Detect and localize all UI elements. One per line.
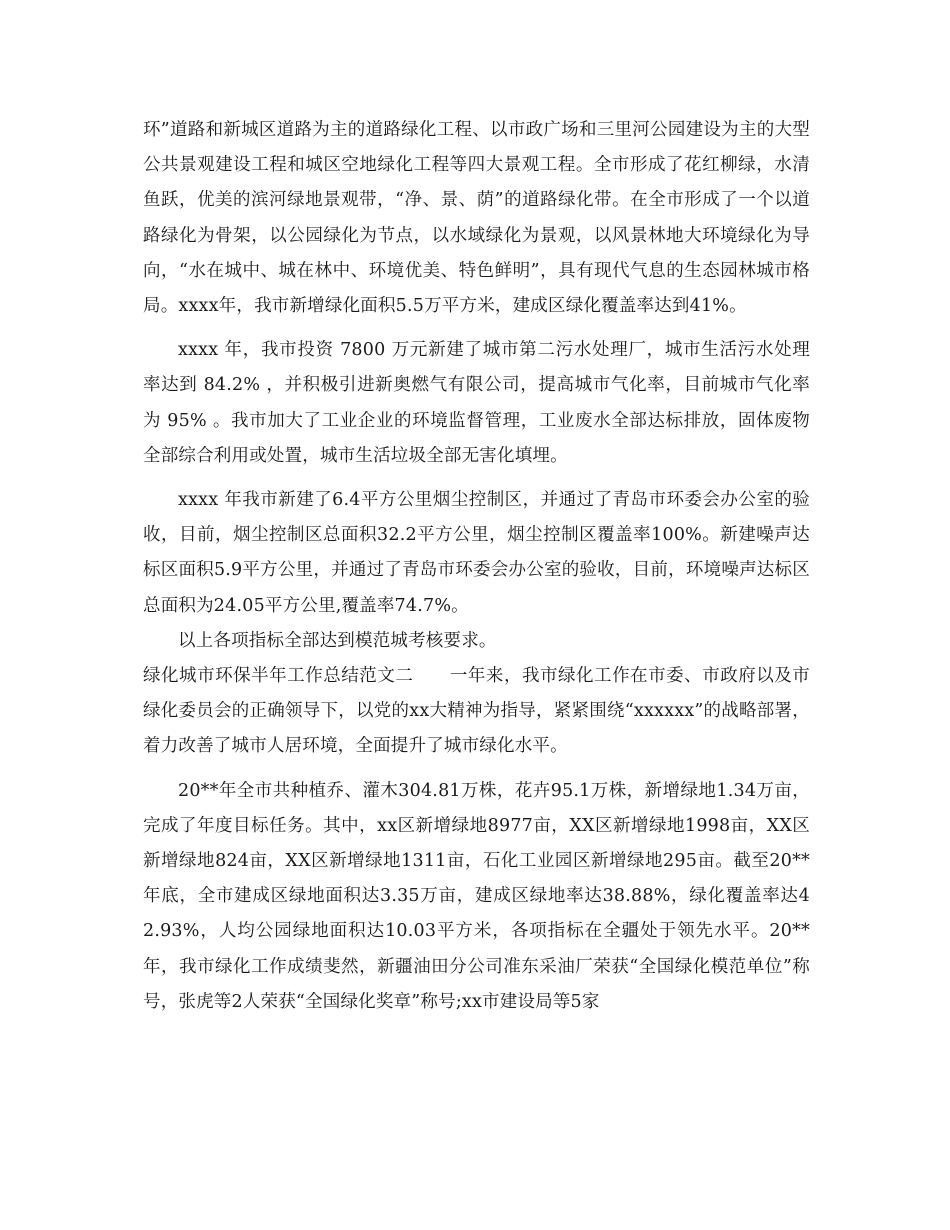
paragraph-3: xxxx 年我市新建了6.4平方公里烟尘控制区，并通过了青岛市环委会办公室的验收，目前，烟尘控制区总面积32.2平方公里，烟尘控制区覆盖率100%。新建噪声达标区面积5.9平方公里，并通过了青岛市环委会办公室的验收，目前，环境噪声达标区总面积为24.05平方公里,覆盖率74.7%。 [143,490,810,616]
paragraph-5 [143,659,810,765]
section-title: 绿化城市环保半年工作总结范文二 [143,666,414,687]
document-body [143,113,810,1020]
paragraph-5-text: 一年来，我市绿化工作在市委、市政府以及市绿化委员会的正确领导下，以党的xx大精神为指导，紧紧围绕“xxxxxx”的战略部署，着力改善了城市人居环境，全面提升了城市绿化水平。 [143,666,811,757]
paragraph-1: 环”道路和新城区道路为主的道路绿化工程、以市政广场和三里河公园建设为主的大型公共景观建设工程和城区空地绿化工程等四大景观工程。全市形成了花红柳绿，水清鱼跃，优美的滨河绿地景观带，“净、景、荫”的道路绿化带。在全市形成了一个以道路绿化为骨架，以公园绿化为节点，以水域绿化为景观，以风景林地大环境绿化为导向，“水在城中、城在林中、环境优美、特色鲜明”，具有现代气息的生态园林城市格局。xxxx年，我市新增绿化面积5.5万平方米，建成区绿化覆盖率达到41%。 [143,120,810,317]
title-spacer [413,666,450,686]
paragraph-4: 以上各项指标全部达到模范城考核要求。 [178,630,497,651]
paragraph-2: xxxx 年，我市投资 7800 万元新建了城市第二污水处理厂，城市生活污水处理率达到 84.2% ，并积极引进新奥燃气有限公司，提高城市气化率，目前城市气化率为 95% 。我市加大了工业企业的环境监督管理，工业废水全部达标排放，固体废物全部综合利用或处置，城市生活垃圾全部无害化填埋。 [143,340,810,466]
paragraph-6: 20**年全市共种植乔、灌木304.81万株，花卉95.1万株，新增绿地1.34万亩，完成了年度目标任务。其中，xx区新增绿地8977亩，XX区新增绿地1998亩，XX区新增绿地824亩，XX区新增绿地1311亩，石化工业园区新增绿地295亩。截至20**年底，全市建成区绿地面积达3.35万亩，建成区绿地率达38.88%，绿化覆盖率达42.93%，人均公园绿地面积达10.03平方米，各项指标在全疆处于领先水平。20**年，我市绿化工作成绩斐然，新疆油田分公司准东采油厂荣获“全国绿化模范单位”称号，张虎等2人荣获“全国绿化奖章”称号;xx市建设局等5家 [143,780,810,1012]
